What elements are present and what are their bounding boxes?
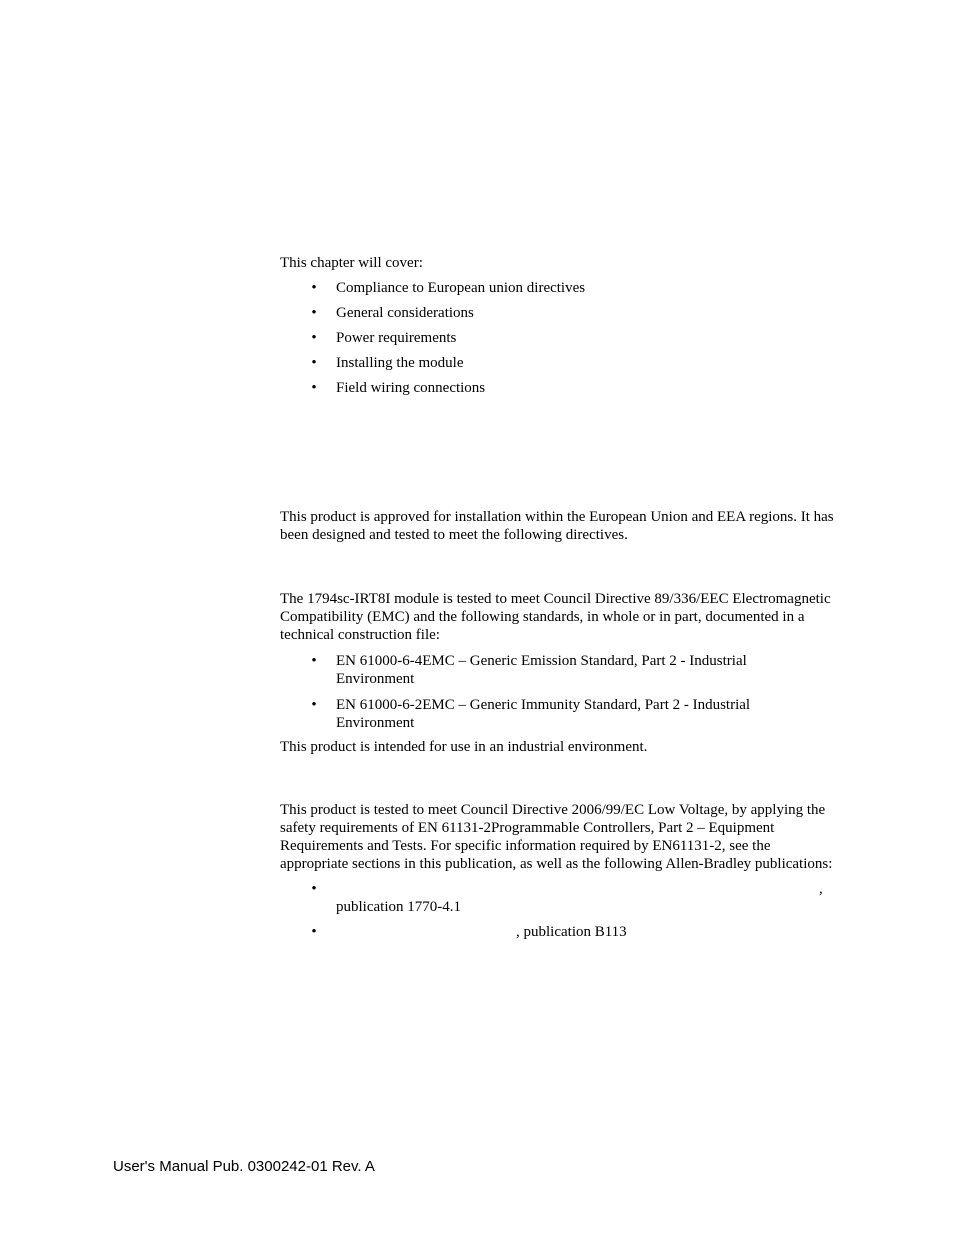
list-item bbox=[280, 923, 842, 941]
bullet-icon: • bbox=[311, 280, 317, 296]
list-item: • Power requirements bbox=[280, 329, 842, 347]
list-item: • General considerations bbox=[280, 304, 842, 322]
bullet-icon: • bbox=[311, 697, 317, 713]
publications-list bbox=[280, 880, 842, 941]
bullet-icon: • bbox=[311, 305, 317, 321]
low-voltage-paragraph: This product is tested to meet Council Directive 2006/99/EC Low Voltage, by applying the safety requirements of EN 61131-2Programmable Controllers, Part 2 – Equipment Requirements and Tests. For specific information required by EN61131-2, see the appropriate sections in this publication, as well as the following Allen-Bradley publications: bbox=[280, 802, 833, 872]
page-footer: User's Manual Pub. 0300242-01 Rev. A bbox=[113, 1158, 375, 1175]
list-item: • Field wiring connections bbox=[280, 379, 842, 397]
list-item bbox=[280, 880, 842, 916]
publication-number: , publication B113 bbox=[516, 924, 627, 940]
bullet-icon: • bbox=[311, 881, 317, 897]
list-item: • EN 61000-6-4EMC – Generic Emission Standard, Part 2 - Industrial Environment bbox=[280, 652, 842, 688]
intro-lead: This chapter will cover: bbox=[280, 255, 423, 271]
emc-paragraph: The 1794sc-IRT8I module is tested to meet Council Directive 89/336/EEC Electromagnetic Compatibility (EMC) and the following standards, in whole or in part, documented in a technical construction file: bbox=[280, 591, 831, 643]
bullet-icon: • bbox=[311, 330, 317, 346]
bullet-icon: • bbox=[311, 380, 317, 396]
publication-comma: , bbox=[819, 881, 823, 897]
publication-number: publication 1770-4.1 bbox=[336, 899, 461, 915]
intro-list bbox=[280, 279, 842, 397]
emc-standards-list bbox=[280, 652, 842, 732]
chapter-intro bbox=[280, 254, 842, 397]
eu-compliance-section bbox=[280, 508, 842, 544]
low-voltage-section bbox=[280, 801, 842, 941]
eu-compliance-paragraph: This product is approved for installation within the European Union and EEA regions. It has been designed and tested to meet the following directives. bbox=[280, 509, 834, 543]
list-item: • Compliance to European union directives bbox=[280, 279, 842, 297]
emc-section bbox=[280, 590, 842, 756]
bullet-icon: • bbox=[311, 653, 317, 669]
list-item: • EN 61000-6-2EMC – Generic Immunity Standard, Part 2 - Industrial Environment bbox=[280, 696, 842, 732]
bullet-icon: • bbox=[311, 924, 317, 940]
bullet-icon: • bbox=[311, 355, 317, 371]
list-item: • Installing the module bbox=[280, 354, 842, 372]
emc-closing: This product is intended for use in an industrial environment. bbox=[280, 739, 648, 755]
